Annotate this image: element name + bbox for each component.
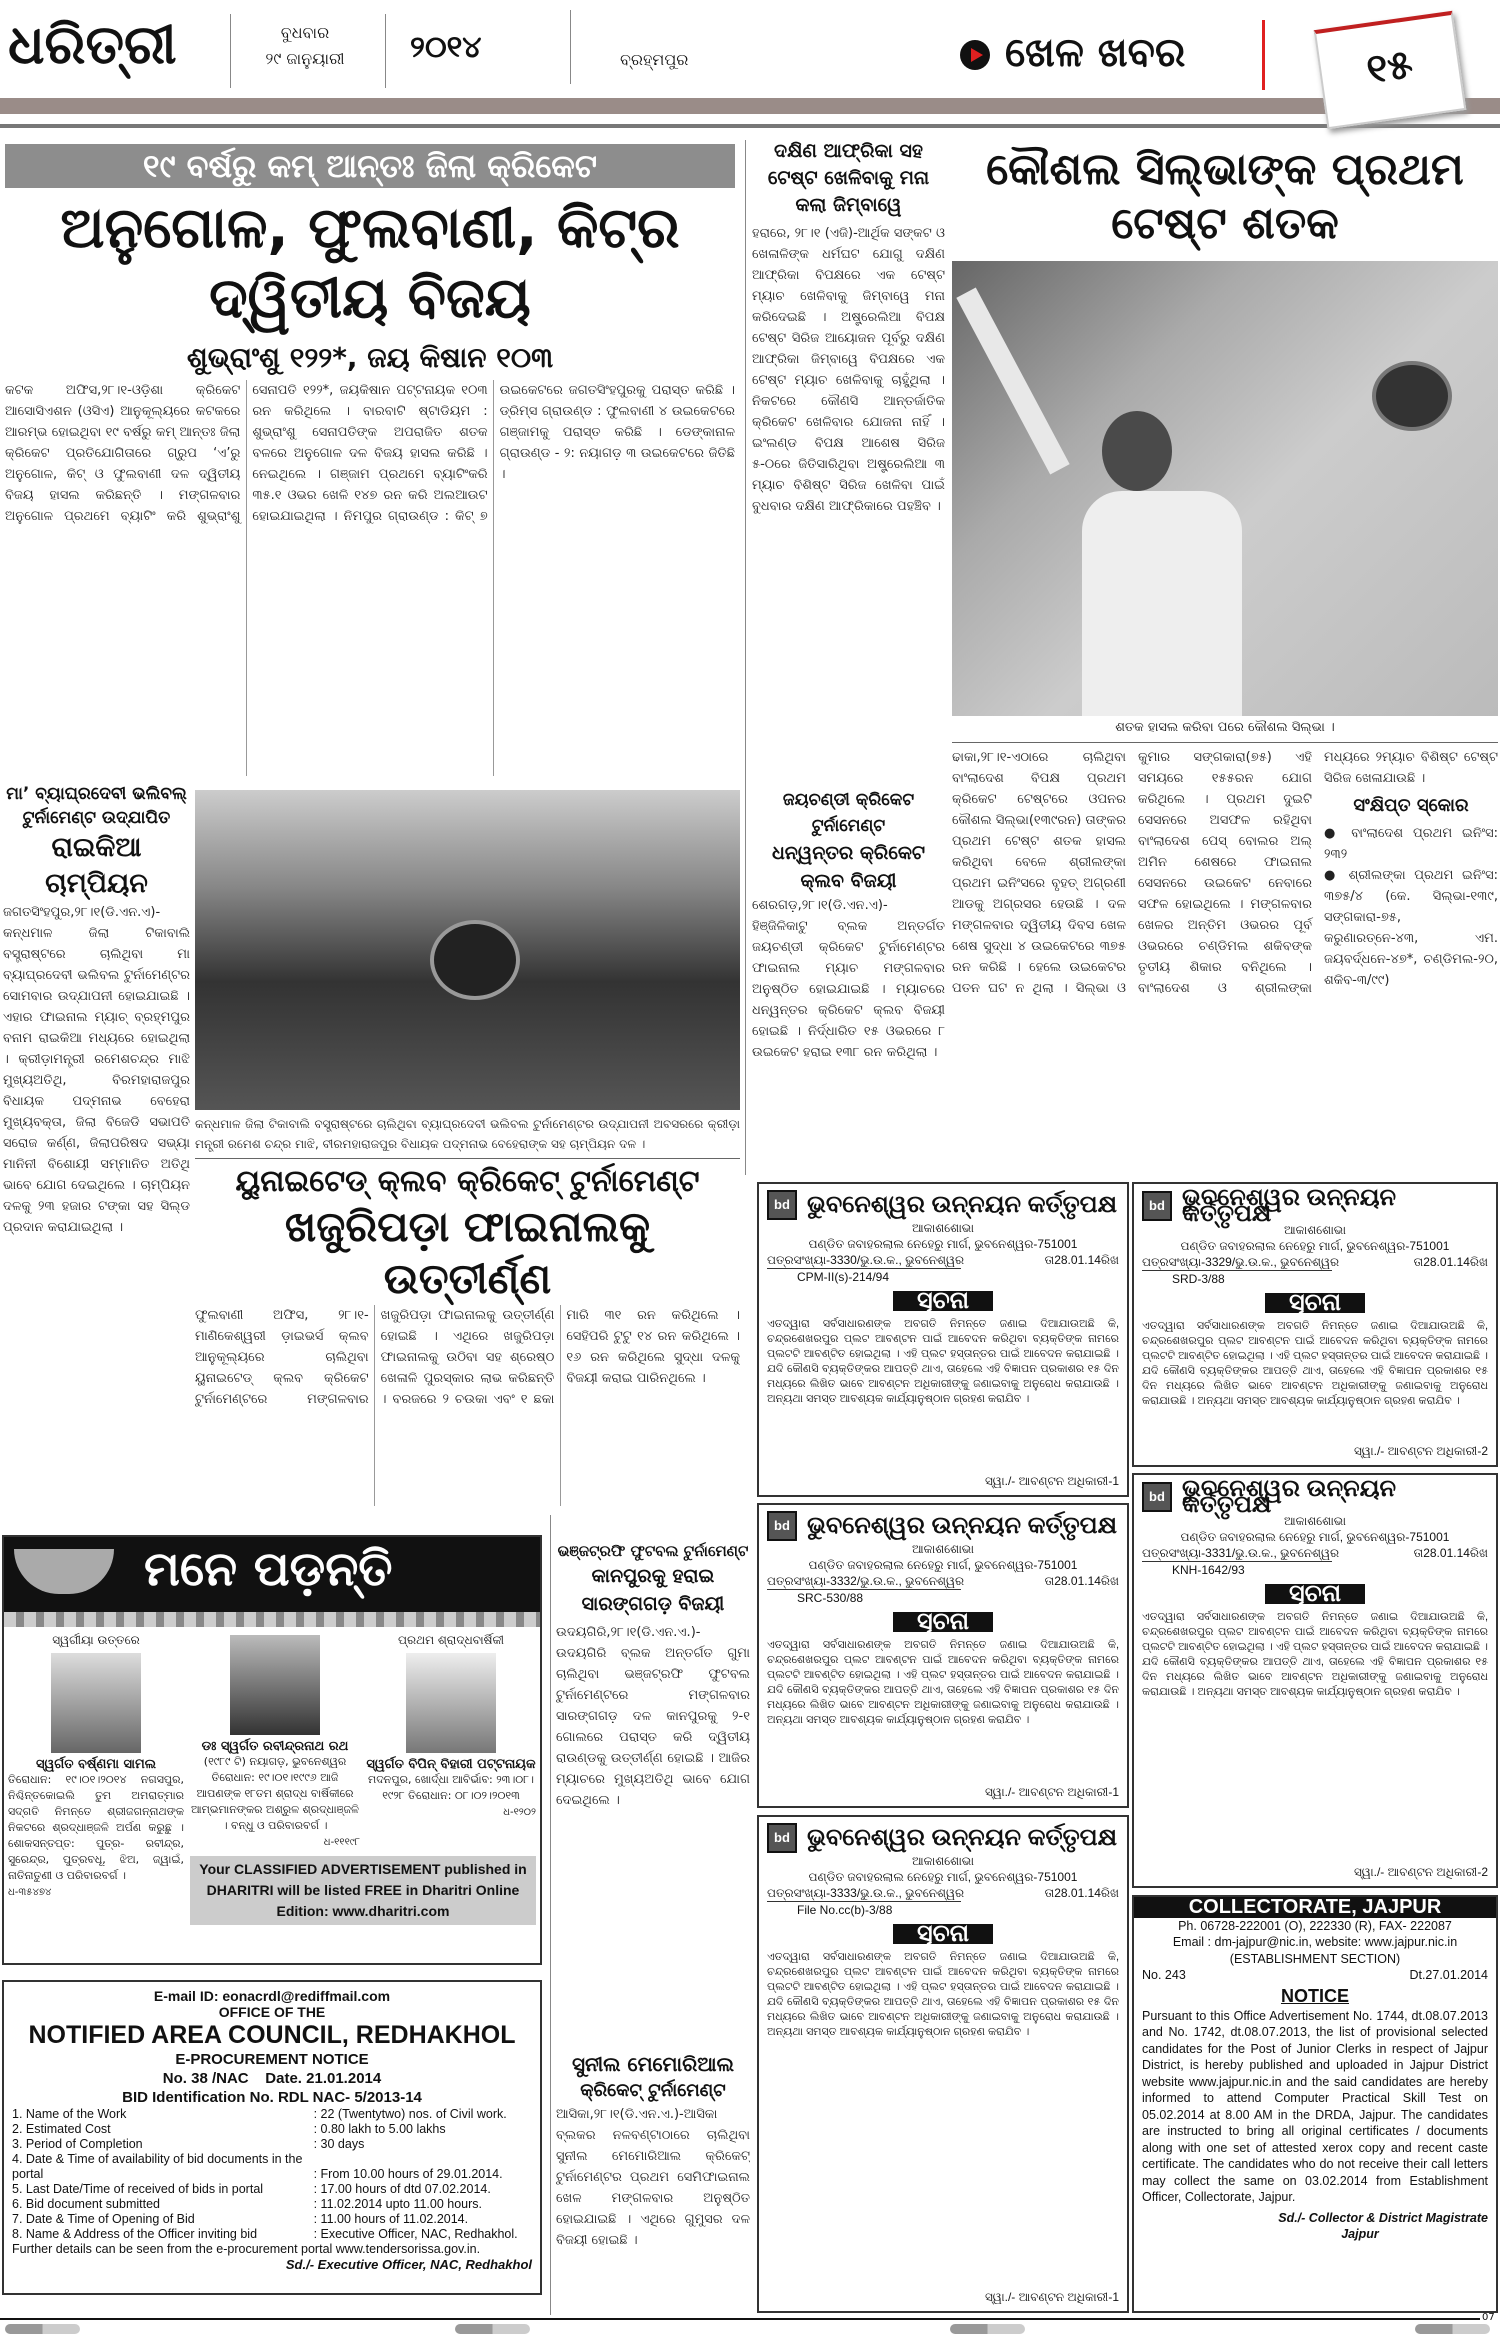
nac-row-label: 6. Bid document submitted: [12, 2197, 160, 2211]
nac-row: [12, 2107, 532, 2122]
helmet-icon: [1372, 361, 1452, 431]
bda-suchana: ସୂଚନା: [893, 1291, 993, 1311]
bda-title: ଭୁବନେଶ୍ୱର ଉନ୍ନୟନ କର୍ତ୍ତୃପକ୍ଷ: [1182, 1475, 1397, 1518]
bda-suchana: ସୂଚନା: [1265, 1584, 1365, 1604]
bda-date: ତା28.01.14ରିଖ: [1044, 1886, 1119, 1900]
person-label: ପ୍ରଥମ ଶ୍ରାଦ୍ଧବାର୍ଷିକୀ: [398, 1633, 504, 1647]
bda-notice: bd ଭୁବନେଶ୍ୱର ଉନ୍ନୟନ କର୍ତ୍ତୃପକ୍ଷ ଆକାଶଶୋଭା ପଣ୍ଡିତ ଜବାହରଲାଲ ନେହେରୁ ମାର୍ଗ, ଭୁବନେଶ୍ୱର-751001 ପତ୍ରସଂଖ୍ୟା-3331/ଭୁ.ଉ.କ., ଭୁବନେଶ୍ୱର ତା28.01.14ରିଖ KNH-1642/93 ସୂଚନା ଏତଦ୍ୱାରା ସର୍ବସାଧାରଣଙ୍କ ଅବଗତି ନିମନ୍ତେ ଜଣାଇ ଦିଆଯାଉଅଛି କି, ଚନ୍ଦ୍ରଶେଖରପୁର ପ୍ଲଟ ଆବଣ୍ଟନ ପାଇଁ ଆବେଦନ କରିଥିବା ବ୍ୟକ୍ତିଙ୍କ ନାମରେ ପ୍ଲଟଟି ଆବଣ୍ଟିତ ହୋଇଥିଲା । ଏହି ପ୍ଲଟ ହସ୍ତାନ୍ତର ପାଇଁ ଆବେଦନ କରାଯାଇଛି । ଯଦି କୌଣସି ବ୍ୟକ୍ତିଙ୍କର ଆପତ୍ତି ଥାଏ, ତାହେଲେ ଏହି ବିଜ୍ଞାପନ ପ୍ରକାଶର ୧୫ ଦିନ ମଧ୍ୟରେ ଲିଖିତ ଭାବେ ଆବଣ୍ଟନ ଅଧିକାରୀଙ୍କୁ ଜଣାଇବାକୁ ଅନୁରୋଧ କରାଯାଉଛି । ଅନ୍ୟଥା ସମସ୍ତ ଆବଶ୍ୟକ କାର୍ଯ୍ୟାନୁଷ୍ଠାନ ଗ୍ରହଣ କରାଯିବ । ସ୍ୱା./- ଆବଣ୍ଟନ ଅଧିକାରୀ-2: [1132, 1473, 1498, 1888]
bda-ref: ପତ୍ରସଂଖ୍ୟା-3331/ଭୁ.ଉ.କ., ଭୁବନେଶ୍ୱର: [1142, 1546, 1340, 1560]
nac-row-label: 4. Date & Time of availability of bid documents in the portal: [12, 2152, 303, 2181]
flower-border: [4, 1612, 540, 1627]
story3-kicker: ୟୁନାଇଟେଡ୍ କ୍ଲବ କ୍ରିକେଟ୍ ଟୁର୍ନାମେଣ୍ଟ: [235, 1164, 700, 1199]
bda-sub: ଆକାଶଶୋଭା: [1283, 1223, 1346, 1237]
story2-headline: ରାଇକିଆ ଚାମ୍ପିୟନ: [45, 832, 148, 899]
bda-address: ପଣ୍ଡିତ ଜବାହରଲାଲ ନେହେରୁ ମାର୍ଗ, ଭୁବନେଶ୍ୱର-751001: [808, 1870, 1078, 1884]
nac-email: E-mail ID: eonacrdl@rediffmail.com: [153, 1988, 391, 2004]
memorial-person: [8, 1631, 184, 1925]
sunil-kicker: ସୁନୀଲ ମେମୋରିଆଲ: [572, 2052, 734, 2076]
registration-mark: [1415, 2324, 1490, 2334]
bda-signature: ସ୍ୱା./- ଆବଣ୍ଟନ ଅଧିକାରୀ: [1353, 1865, 1478, 1879]
nac-title: NOTIFIED AREA COUNCIL, REDHAKHOL: [28, 2021, 516, 2049]
nac-details-table: [12, 2107, 532, 2242]
portrait: [406, 1653, 496, 1753]
divider: [952, 742, 1498, 743]
sarangada-body: ଉଦୟଗିରି,୨୮।୧(ଡି.ଏନ.ଏ.)- ଉଦୟଗିରି ବ୍ଲକ ଅନ୍ତର୍ଗତ ଗୁମା ଚାଲିଥିବା ଭଞ୍ଜଟ୍ରଫି ଫୁଟବଲ ଟୁର୍ନାମେଣ୍ଟରେ ମଙ୍ଗଳବାର ସାରଙ୍ଗଗଡ଼ ଦଳ କାନପୁରକୁ ୨-୧ ଗୋଲରେ ପରାସ୍ତ କରି ଦ୍ୱିତୀୟ ରାଉଣ୍ଡକୁ ଉତ୍ତୀର୍ଣ୍ଣ ହୋଇଛି । ଆଜିର ମ୍ୟାଚରେ ମୁଖ୍ୟଅତିଥି ଭାବେ ଯୋଗ ଦେଇଥିଲେ ।: [556, 1625, 750, 1808]
collectorate-notice: [1132, 1895, 1498, 2313]
classified-promo: Your CLASSIFIED ADVERTISEMENT published in DHARITRI will be listed FREE in Dharitri Online Edition: www.dharitri.com: [190, 1856, 536, 1925]
bda-signature: ସ୍ୱା./- ଆବଣ୍ଟନ ଅଧିକାରୀ: [1353, 1444, 1478, 1458]
bda-sub: ଆକାଶଶୋଭା: [911, 1221, 974, 1235]
sa-headline: ଦକ୍ଷିଣ ଆଫ୍ରିକା ସହ ଟେଷ୍ଟ ଖେଳିବାକୁ ମନା କଲା ଜିମ୍ବାୱେ: [767, 140, 930, 216]
bda-address: ପଣ୍ଡିତ ଜବାହରଲାଲ ନେହେରୁ ମାର୍ଗ, ଭୁବନେଶ୍ୱର-751001: [808, 1237, 1078, 1251]
section-title: ଖେଳ ଖବର: [1005, 30, 1186, 76]
nac-footer: Further details can be seen from the e-procurement portal www.tendersorissa.gov.in.: [12, 2242, 481, 2256]
bda-address: ପଣ୍ଡିତ ଜବାହରଲାଲ ନେହେରୁ ମାର୍ଗ, ଭୁବନେଶ୍ୱର-751001: [1180, 1530, 1450, 1544]
bda-suchana: ସୂଚନା: [1265, 1293, 1365, 1313]
story2-caption: କନ୍ଧମାଳ ଜିଲା ଟିକାବାଲି ବସ୍ତ୍ରାଷ୍ଟରେ ଚାଲିଥିବା ବ୍ୟାଘ୍ରଦେବୀ ଭଲିବଲ ଟୁର୍ନାମେଣ୍ଟର ଉଦ୍‌ଯାପନୀ ଅବସରରେ କ୍ରୀଡ଼ା ମନ୍ତ୍ରୀ ରମେଶ ଚନ୍ଦ୍ର ମାଝି, ବୀରମହାରାଜପୁର ବିଧାୟକ ପଦ୍ମନାଭ ବେହେରାଙ୍କ ସହ ଚାମ୍ପିୟନ ଦଳ ।: [195, 1117, 740, 1151]
bda-logo-icon: bd: [767, 1511, 797, 1541]
page-number: ୧୫: [1363, 41, 1416, 93]
story2-kicker: ମା’ ବ୍ୟାଘ୍ରଦେବୀ ଭଲିବଲ୍ ଟୁର୍ନାମେଣ୍ଟ ଉଦ୍‌ଯାପିତ: [6, 784, 187, 828]
nac-row: [12, 2212, 532, 2227]
person-name: ସ୍ୱର୍ଗତ ବିପିନ୍ ବିହାରୀ ପଟ୍ଟନାୟକ: [366, 1757, 536, 1772]
nac-row: [12, 2197, 532, 2212]
nac-row-value: : 30 days: [313, 2137, 365, 2151]
jayachandi-headline: ଧନ୍ୱନ୍ତର କ୍ରିକେଟ କ୍ଲବ ବିଜୟୀ: [771, 842, 926, 892]
silva-photo: [952, 261, 1498, 716]
divider: [195, 1158, 740, 1159]
nac-row-value: : 22 (Twentytwo) nos. of Civil work.: [313, 2107, 507, 2121]
nac-row-label: 2. Estimated Cost: [12, 2122, 111, 2136]
edition-city: ବ୍ରହ୍ମପୁର: [620, 50, 689, 69]
bda-body: ଏତଦ୍ୱାରା ସର୍ବସାଧାରଣଙ୍କ ଅବଗତି ନିମନ୍ତେ ଜଣାଇ ଦିଆଯାଉଅଛି କି, ଚନ୍ଦ୍ରଶେଖରପୁର ପ୍ଲଟ ଆବଣ୍ଟନ ପାଇଁ ଆବେଦନ କରିଥିବା ବ୍ୟକ୍ତିଙ୍କ ନାମରେ ପ୍ଲଟଟି ଆବଣ୍ଟିତ ହୋଇଥିଲା । ଏହି ପ୍ଲଟ ହସ୍ତାନ୍ତର ପାଇଁ ଆବେଦନ କରାଯାଇଛି । ଯଦି କୌଣସି ବ୍ୟକ୍ତିଙ୍କର ଆପତ୍ତି ଥାଏ, ତାହେଲେ ଏହି ବିଜ୍ଞାପନ ପ୍ରକାଶର ୧୫ ଦିନ ମଧ୍ୟରେ ଲିଖିତ ଭାବେ ଆବଣ୍ଟନ ଅଧିକାରୀଙ୍କୁ ଜଣାଇବାକୁ ଅନୁରୋଧ କରାଯାଉଛି । ଅନ୍ୟଥା ସମସ୍ତ ଆବଶ୍ୟକ କାର୍ଯ୍ୟାନୁଷ୍ଠାନ ଗ୍ରହଣ କରାଯିବ ।: [1142, 1320, 1488, 1407]
bda-suchana: ସୂଚନା: [893, 1924, 993, 1944]
bda-sign-no: 2: [1481, 1444, 1488, 1458]
score-text: ଶ୍ରୀଲଙ୍କା ପ୍ରଥମ ଇନିଂସ: ୩୭୫/୪ (କେ. ସିଲ୍‌ଭା-୧୩୯, ସଙ୍ଗକାରା-୭୫, କରୁଣାରତ୍ନେ-୪୩, ଏମ. ଜୟବର୍ଦ୍ଧନେ-୪୭*, ଚଣ୍ଡିମଲ-୨୦, ଶକିବ-୩/୯୯): [1324, 868, 1498, 988]
portrait: [51, 1653, 141, 1753]
header-rule: [0, 124, 1500, 128]
player-head: [1102, 411, 1172, 491]
collectorate-email: Email : dm-jajpur@nic.in, website: www.jajpur.nic.in: [1172, 1935, 1458, 1949]
bda-notice: bd ଭୁବନେଶ୍ୱର ଉନ୍ନୟନ କର୍ତ୍ତୃପକ୍ଷ ଆକାଶଶୋଭା ପଣ୍ଡିତ ଜବାହରଲାଲ ନେହେରୁ ମାର୍ଗ, ଭୁବନେଶ୍ୱର-751001 ପତ୍ରସଂଖ୍ୟା-3333/ଭୁ.ଉ.କ., ଭୁବନେଶ୍ୱର ତା28.01.14ରିଖ File No.cc(b)-3/88 ସୂଚନା ଏତଦ୍ୱାରା ସର୍ବସାଧାରଣଙ୍କ ଅବଗତି ନିମନ୍ତେ ଜଣାଇ ଦିଆଯାଉଅଛି କି, ଚନ୍ଦ୍ରଶେଖରପୁର ପ୍ଲଟ ଆବଣ୍ଟନ ପାଇଁ ଆବେଦନ କରିଥିବା ବ୍ୟକ୍ତିଙ୍କ ନାମରେ ପ୍ଲଟଟି ଆବଣ୍ଟିତ ହୋଇଥିଲା । ଏହି ପ୍ଲଟ ହସ୍ତାନ୍ତର ପାଇଁ ଆବେଦନ କରାଯାଇଛି । ଯଦି କୌଣସି ବ୍ୟକ୍ତିଙ୍କର ଆପତ୍ତି ଥାଏ, ତାହେଲେ ଏହି ବିଜ୍ଞାପନ ପ୍ରକାଶର ୧୫ ଦିନ ମଧ୍ୟରେ ଲିଖିତ ଭାବେ ଆବଣ୍ଟନ ଅଧିକାରୀଙ୍କୁ ଜଣାଇବାକୁ ଅନୁରୋଧ କରାଯାଉଛି । ଅନ୍ୟଥା ସମସ୍ତ ଆବଶ୍ୟକ କାର୍ଯ୍ୟାନୁଷ୍ଠାନ ଗ୍ରହଣ କରାଯିବ । ସ୍ୱା./- ଆବଣ୍ଟନ ଅଧିକାରୀ-1: [757, 1815, 1129, 2313]
bda-logo-icon: bd: [1142, 1191, 1172, 1221]
sarangada-headline: କାନପୁରକୁ ହରାଇ ସାରଙ୍ଗଗଡ଼ ବିଜୟୀ: [581, 1565, 725, 1615]
bda-date: ତା28.01.14ରିଖ: [1413, 1546, 1488, 1560]
trophy-shield: [430, 920, 520, 1000]
ad-code: ଧ-୧୨୦୨: [503, 1807, 536, 1818]
bda-sub: ଆକାଶଶୋଭା: [911, 1854, 974, 1868]
memorial-persons: [4, 1627, 540, 1929]
story1: [5, 144, 735, 776]
footer-code: 07: [1482, 2312, 1495, 2323]
portrait: [230, 1635, 320, 1735]
notice-body: Pursuant to this Office Advertisement No. 1744, dt.08.07.2013 and No. 1742, dt.08.07.2013, the list of provisional selected candidates for the Post of Junior Clerks in respect of Jajpur District, is hereby published and uploaded in Jajpur District website www.jajpur.nic.in and the said candidates are hereby informed to attend Computer Practical Skill Test on 05.02.2014 at 8.00 AM in the DRDA, Jajpur. The candidates are instructed to bring all original certificates / documents along with one set of attested xerox copy and recent caste certificate. The candidates who do not receive their call letters may collect the same on 03.02.2014 from Establishment Officer, Collectorate, Jajpur.: [1142, 2008, 1488, 2204]
collectorate-title: COLLECTORATE, JAJPUR: [1134, 1897, 1496, 1918]
bda-notice: bd ଭୁବନେଶ୍ୱର ଉନ୍ନୟନ କର୍ତ୍ତୃପକ୍ଷ ଆକାଶଶୋଭା ପଣ୍ଡିତ ଜବାହରଲାଲ ନେହେରୁ ମାର୍ଗ, ଭୁବନେଶ୍ୱର-751001 ପତ୍ରସଂଖ୍ୟା-3330/ଭୁ.ଉ.କ., ଭୁବନେଶ୍ୱର ତା28.01.14ରିଖ CPM-II(s)-214/94 ସୂଚନା ଏତଦ୍ୱାରା ସର୍ବସାଧାରଣଙ୍କ ଅବଗତି ନିମନ୍ତେ ଜଣାଇ ଦିଆଯାଉଅଛି କି, ଚନ୍ଦ୍ରଶେଖରପୁର ପ୍ଲଟ ଆବଣ୍ଟନ ପାଇଁ ଆବେଦନ କରିଥିବା ବ୍ୟକ୍ତିଙ୍କ ନାମରେ ପ୍ଲଟଟି ଆବଣ୍ଟିତ ହୋଇଥିଲା । ଏହି ପ୍ଲଟ ହସ୍ତାନ୍ତର ପାଇଁ ଆବେଦନ କରାଯାଇଛି । ଯଦି କୌଣସି ବ୍ୟକ୍ତିଙ୍କର ଆପତ୍ତି ଥାଏ, ତାହେଲେ ଏହି ବିଜ୍ଞାପନ ପ୍ରକାଶର ୧୫ ଦିନ ମଧ୍ୟରେ ଲିଖିତ ଭାବେ ଆବଣ୍ଟନ ଅଧିକାରୀଙ୍କୁ ଜଣାଇବାକୁ ଅନୁରୋଧ କରାଯାଉଛି । ଅନ୍ୟଥା ସମସ୍ତ ଆବଶ୍ୟକ କାର୍ଯ୍ୟାନୁଷ୍ଠାନ ଗ୍ରହଣ କରାଯିବ । ସ୍ୱା./- ଆବଣ୍ଟନ ଅଧିକାରୀ-1: [757, 1182, 1129, 1497]
person-label: ସ୍ୱର୍ଗୀୟା ଉତ୍ତରେ: [52, 1633, 140, 1647]
memorial-banner: [4, 1537, 540, 1612]
story1-headline: ଅନୁଗୋଳ, ଫୁଲବାଣୀ, କିଟ୍‌ର ଦ୍ୱିତୀୟ ବିଜୟ: [60, 196, 680, 331]
notice-heading: NOTICE: [1280, 1985, 1349, 2006]
footer-rule: [0, 2318, 1480, 2320]
nac-row-label: 1. Name of the Work: [12, 2107, 127, 2121]
bda-title: ଭୁବନେଶ୍ୱର ଉନ୍ନୟନ କର୍ତ୍ତୃପକ୍ଷ: [807, 1824, 1118, 1851]
sunil-headline: କ୍ରିକେଟ୍ ଟୁର୍ନାମେଣ୍ଟ: [580, 2080, 726, 2101]
bda-address: ପଣ୍ଡିତ ଜବାହରଲାଲ ନେହେରୁ ମାର୍ଗ, ଭୁବନେଶ୍ୱର-751001: [808, 1558, 1078, 1572]
bda-ref: ପତ୍ରସଂଖ୍ୟା-3330/ଭୁ.ଉ.କ., ଭୁବନେଶ୍ୱର: [767, 1253, 965, 1267]
nac-notice-title: E-PROCUREMENT NOTICE: [175, 2051, 369, 2068]
person-name: ଡଃ ସ୍ୱର୍ଗତ ରବୀନ୍ଦ୍ରନାଥ ରଥ: [201, 1739, 349, 1754]
sa-body: ହରାରେ, ୨୮।୧ (ଏଜି)-ଆର୍ଥିକ ସଙ୍କଟ ଓ ଖେଳାଳିଙ୍କ ଧର୍ମଘଟ ଯୋଗୁ ଦକ୍ଷିଣ ଆଫ୍ରିକା ବିପକ୍ଷରେ ଏକ ଟେଷ୍ଟ ମ୍ୟାଚ ଖେଳିବାକୁ ଜିମ୍ବାୱେ ମନା କରିଦେଇଛି । ଅଷ୍ଟ୍ରେଲିଆ ବିପକ୍ଷ ଟେଷ୍ଟ ସିରିଜ ଆୟୋଜନ ପୂର୍ବରୁ ଦକ୍ଷିଣ ଆଫ୍ରିକା ଜିମ୍ବାୱେ ବିପକ୍ଷରେ ଏକ ଟେଷ୍ଟ ମ୍ୟାଚ ଖେଳିବାକୁ ଚାହୁଁଥିଲା । ନିକଟରେ କୌଣସି ଆନ୍ତର୍ଜାତିକ କ୍ରିକେଟ ଖେଳିବାର ଯୋଜନା ନାହିଁ । ଇଂଲଣ୍ଡ ବିପକ୍ଷ ଆଶେଷ ସିରିଜ ୫-୦ରେ ଜିତିସାରିଥିବା ଅଷ୍ଟ୍ରେଲିଆ ୩ ମ୍ୟାଚ ବିଶିଷ୍ଟ ସିରିଜ ଖେଳିବା ପାଇଁ ବୁଧବାର ଦକ୍ଷିଣ ଆଫ୍ରିକାରେ ପହଞ୍ଚିବ ।: [752, 226, 945, 514]
masthead: ଧରିତ୍ରୀ: [8, 12, 177, 76]
notice-date: Dt.27.01.2014: [1409, 1968, 1488, 1982]
bda-date: ତା28.01.14ରିଖ: [1044, 1253, 1119, 1267]
story3: [195, 1114, 740, 1506]
story1-subhead: ଶୁଭ୍ରାଂଶୁ ୧୨୨*, ଜୟ କିଷାନ ୧୦୩: [186, 341, 554, 374]
nac-row-value: : From 10.00 hours of 29.01.2014.: [313, 2167, 503, 2181]
bda-logo-icon: bd: [767, 1823, 797, 1853]
person-text: ମଦନପୁର, ଖୋର୍ଦ୍ଧା ଆବିର୍ଭାବ: ୨୩।୦୮।୧୯୨୮ ତିରୋଧାନ: ୦୮।୦୨।୨୦୧୩: [368, 1773, 534, 1802]
header-band: [0, 98, 1500, 114]
issue-date: [240, 20, 370, 72]
story1-kicker: ୧୯ ବର୍ଷରୁ କମ୍ ଆନ୍ତଃ ଜିଲା କ୍ରିକେଟ: [5, 144, 735, 188]
bda-sub: ଆକାଶଶୋଭା: [911, 1542, 974, 1556]
oil-lamp-icon: [14, 1549, 114, 1594]
bda-ref: ପତ୍ରସଂଖ୍ୟା-3329/ଭୁ.ଉ.କ., ଭୁବନେଶ୍ୱର: [1142, 1255, 1340, 1269]
bda-file-no: File No.cc(b)-3/88: [767, 1901, 961, 1918]
story3-headline: ଖଜୁରିପଡ଼ା ଫାଇନାଲକୁ ଉତ୍ତୀର୍ଣ୍ଣ: [284, 1202, 651, 1303]
memorial-box: [2, 1535, 542, 1965]
sarangada-kicker: ଭଞ୍ଜଟ୍ରଫି ଫୁଟବଲ ଟୁର୍ନାମେଣ୍ଟ: [557, 1542, 749, 1560]
sarangada-column: [556, 1540, 750, 2315]
score-item: ● ଶ୍ରୀଲଙ୍କା ପ୍ରଥମ ଇନିଂସ: ୩୭୫/୪ (କେ. ସିଲ୍‌ଭା-୧୩୯, ସଙ୍ଗକାରା-୭୫, କରୁଣାରତ୍ନେ-୪୩, ଏମ. ଜୟବର୍ଦ୍ଧନେ-୪୭*, ଚଣ୍ଡିମଲ-୨୦, ଶକିବ-୩/୯୯): [1324, 868, 1498, 988]
score-item: ● ବାଂଲାଦେଶ ପ୍ରଥମ ଇନିଂସ: ୨୩୨: [1324, 826, 1498, 862]
bda-body: ଏତଦ୍ୱାରା ସର୍ବସାଧାରଣଙ୍କ ଅବଗତି ନିମନ୍ତେ ଜଣାଇ ଦିଆଯାଉଅଛି କି, ଚନ୍ଦ୍ରଶେଖରପୁର ପ୍ଲଟ ଆବଣ୍ଟନ ପାଇଁ ଆବେଦନ କରିଥିବା ବ୍ୟକ୍ତିଙ୍କ ନାମରେ ପ୍ଲଟଟି ଆବଣ୍ଟିତ ହୋଇଥିଲା । ଏହି ପ୍ଲଟ ହସ୍ତାନ୍ତର ପାଇଁ ଆବେଦନ କରାଯାଇଛି । ଯଦି କୌଣସି ବ୍ୟକ୍ତିଙ୍କର ଆପତ୍ତି ଥାଏ, ତାହେଲେ ଏହି ବିଜ୍ଞାପନ ପ୍ରକାଶର ୧୫ ଦିନ ମଧ୍ୟରେ ଲିଖିତ ଭାବେ ଆବଣ୍ଟନ ଅଧିକାରୀଙ୍କୁ ଜଣାଇବାକୁ ଅନୁରୋଧ କରାଯାଉଛି । ଅନ୍ୟଥା ସମସ୍ତ ଆବଶ୍ୟକ କାର୍ଯ୍ୟାନୁଷ୍ଠାନ ଗ୍ରହଣ କରାଯିବ ।: [767, 1951, 1119, 2038]
person-name: ସ୍ୱର୍ଗତ ବର୍ଷ୍ଣମା ସାମଲ: [35, 1757, 157, 1772]
ad-code: ଧ-୩୫୪୭୪: [8, 1887, 52, 1898]
page-number-tab: [1314, 11, 1467, 130]
weekday: ବୁଧବାର: [280, 23, 330, 42]
section-divider: [1262, 20, 1265, 90]
nac-office: OFFICE OF THE: [218, 2004, 326, 2020]
memorial-right: [190, 1631, 536, 1925]
sa-column: [752, 138, 945, 1173]
bda-sub: ଆକାଶଶୋଭା: [1283, 1514, 1346, 1528]
bat-icon: [956, 288, 1069, 475]
bda-file-no: SRC-530/88: [767, 1589, 961, 1606]
score-text: ବାଂଲାଦେଶ ପ୍ରଥମ ଇନିଂସ: ୨୩୨: [1324, 826, 1498, 862]
nac-row: [12, 2137, 532, 2152]
bda-file-no: SRD-3/88: [1142, 1270, 1332, 1287]
nac-row-value: : 11.02.2014 upto 11.00 hours.: [313, 2197, 483, 2211]
nac-row: [12, 2182, 532, 2197]
bda-title: ଭୁବନେଶ୍ୱର ଉନ୍ନୟନ କର୍ତ୍ତୃପକ୍ଷ: [807, 1191, 1118, 1218]
volleyball-team-photo: [195, 790, 740, 1110]
bda-file-no: CPM-II(s)-214/94: [767, 1268, 961, 1285]
bda-sign-no: 1: [1112, 1474, 1119, 1488]
bda-suchana: ସୂଚନା: [893, 1612, 993, 1632]
jayachandi-body: ଶେରଗଡ଼,୨୮।୧(ଡି.ଏନ.ଏ)- ହିଞ୍ଜିଳିକାଟୁ ବ୍ଲକ ଅନ୍ତର୍ଗତ ଜୟଚଣ୍ଡୀ କ୍ରିକେଟ ଟୁର୍ନାମେଣ୍ଟର ଫାଇନାଲ ମ୍ୟାଚ ମଙ୍ଗଳବାର ଅନୁଷ୍ଠିତ ହୋଇଯାଇଛି । ମ୍ୟାଚରେ ଧନ୍ୱନ୍ତର କ୍ରିକେଟ କ୍ଲବ ବିଜୟୀ ହୋଇଛି । ନିର୍ଦ୍ଧାରିତ ୧୫ ଓଭରରେ ୮ ଉଇକେଟ ହରାଇ ୧୩୮ ରନ କରିଥିଲା ।: [752, 898, 945, 1060]
story2: [3, 782, 190, 1502]
score-title: ସଂକ୍ଷିପ୍ତ ସ୍କୋର: [1353, 795, 1469, 816]
nac-row: [12, 2152, 532, 2182]
notice-signature: Sd./- Collector & District Magistrate: [1278, 2210, 1488, 2225]
year: ୨୦୧୪: [410, 30, 482, 65]
sunil-body: ଆସିକା,୨୮।୧(ଡି.ଏନ.ଏ.)-ଆସିକା ବ୍ଲକର ନଳବଣ୍ଟାଠାରେ ଚାଲିଥିବା ସୁନୀଲ ମେମୋରିଆଲ କ୍ରିକେଟ୍ ଟୁର୍ନାମେଣ୍ଟର ପ୍ରଥମ ସେମିଫାଇନାଲ ଖେଳ ମଙ୍ଗଳବାର ଅନୁଷ୍ଠିତ ହୋଇଯାଇଛି । ଏଥିରେ ଗୁମୁସର ଦଳ ବିଜୟୀ ହୋଇଛି ।: [556, 2107, 750, 2248]
story3-body: ଫୁଲବାଣୀ ଅଫିସ, ୨୮।୧- ମାଣିକେଶ୍ୱରୀ ଡ଼ାଇଭର୍ସ କ୍ଲବ ଆନୁକୂଲ୍ୟରେ ଚାଲିଥିବା ୟୁନାଇଟେଡ୍ କ୍ଲବ କ୍ରିକେଟ ଟୁର୍ନାମେଣ୍ଟରେ ମଙ୍ଗଳବାର ଖଜୁରିପଡ଼ା ଫାଇନାଲକୁ ଉତ୍ତୀର୍ଣ୍ଣ ହୋଇଛି । ଏଥିରେ ଖଜୁରିପଡ଼ା ଫାଇନାଲକୁ ଉଠିବା ସହ ଶ୍ରେଷ୍ଠ ଖେଳାଳି ପୁରସ୍କାର ଲାଭ କରିଛନ୍ତି । ବରଜରେ ୨ ଚଉକା ଏବଂ ୧ ଛକା ମାରି ୩୧ ରନ କରିଥିଲେ । ସେହିପରି ଟୁଟୁ ୧୪ ରନ କରିଥିଲେ । ୧୬ ରନ କରିଥିଲେ ସୁଦ୍ଧା ଦଳକୁ ବିଜୟୀ କରାଇ ପାରିନଥିଲେ ।: [195, 1308, 740, 1407]
collectorate-section: (ESTABLISHMENT SECTION): [1229, 1951, 1401, 1966]
memorial-title: ମନେ ପଡ଼ନ୍ତି: [144, 1541, 393, 1597]
bda-ref: ପତ୍ରସଂଖ୍ୟା-3333/ଭୁ.ଉ.କ., ଭୁବନେଶ୍ୱର: [767, 1886, 965, 1900]
bda-sign-no: 2: [1481, 1865, 1488, 1879]
nac-row-value: : Executive Officer, NAC, Redhakhol.: [313, 2227, 518, 2241]
nac-row-label: 7. Date & Time of Opening of Bid: [12, 2212, 195, 2226]
story1-body: କଟକ ଅଫିସ,୨୮।୧-ଓଡ଼ିଶା କ୍ରିକେଟ ଆସୋସିଏଶନ (ଓସିଏ) ଆନୁକୂଲ୍ୟରେ କଟକରେ ଆରମ୍ଭ ହୋଇଥିବା ୧୯ ବର୍ଷରୁ କମ୍ ଆନ୍ତଃ ଜିଲା କ୍ରିକେଟ ପ୍ରତିଯୋଗିତାରେ ଗ୍ରୁପ ‘ଏ’ରୁ ଅନୁଗୋଳ, କିଟ୍ ଓ ଫୁଲବାଣୀ ଦଳ ଦ୍ୱିତୀୟ ବିଜୟ ହାସଲ କରିଛନ୍ତି । ମଙ୍ଗଳବାର ଅନୁଗୋଳ ପ୍ରଥମେ ବ୍ୟାଟିଂ କରି ଶୁଭ୍ରାଂଶୁ ସେନାପତି ୧୨୨*, ଜୟକିଷାନ ପଟ୍ଟନାୟକ ୧୦୩ ରନ କରିଥିଲେ । ବାରବାଟି ଷ୍ଟାଡିୟମ : ଶୁଭ୍ରାଂଶୁ ସେନାପତିଙ୍କ ଅପରାଜିତ ଶତକ ବଳରେ ଅନୁଗୋଳ ଦଳ ବିଜୟ ହାସଲ କରିଛି । ନେଇଥିଲେ । ଗଞ୍ଜାମ ପ୍ରଥମେ ବ୍ୟାଟିଂକରି ୩୫.୧ ଓଭର ଖେଳି ୧୪୭ ରନ କରି ଅଲଆଉଟ ହୋଇଯାଇଥିଲା । ନିମପୁର ଗ୍ରାଉଣ୍ଡ : କିଟ୍ ୭ ଉଇକେଟରେ ଜଗତସିଂହପୁରକୁ ପରାସ୍ତ କରିଛି । ଡ୍ରିମ୍ସ ଗ୍ରାଉଣ୍ଡ : ଫୁଲବାଣୀ ୪ ଉଇକେଟରେ ଗଞ୍ଜାମକୁ ପରାସ୍ତ କରିଛି । ଡେଙ୍କାନାଳ ଗ୍ରାଉଣ୍ଡ - ୨: ନୟାଗଡ଼ ୩ ଉଇକେଟରେ ଜିତିଛି ।: [5, 383, 735, 524]
bda-body: ଏତଦ୍ୱାରା ସର୍ବସାଧାରଣଙ୍କ ଅବଗତି ନିମନ୍ତେ ଜଣାଇ ଦିଆଯାଉଅଛି କି, ଚନ୍ଦ୍ରଶେଖରପୁର ପ୍ଲଟ ଆବଣ୍ଟନ ପାଇଁ ଆବେଦନ କରିଥିବା ବ୍ୟକ୍ତିଙ୍କ ନାମରେ ପ୍ଲଟଟି ଆବଣ୍ଟିତ ହୋଇଥିଲା । ଏହି ପ୍ଲଟ ହସ୍ତାନ୍ତର ପାଇଁ ଆବେଦନ କରାଯାଇଛି । ଯଦି କୌଣସି ବ୍ୟକ୍ତିଙ୍କର ଆପତ୍ତି ଥାଏ, ତାହେଲେ ଏହି ବିଜ୍ଞାପନ ପ୍ରକାଶର ୧୫ ଦିନ ମଧ୍ୟରେ ଲିଖିତ ଭାବେ ଆବଣ୍ଟନ ଅଧିକାରୀଙ୍କୁ ଜଣାଇବାକୁ ଅନୁରୋଧ କରାଯାଉଛି । ଅନ୍ୟଥା ସମସ୍ତ ଆବଶ୍ୟକ କାର୍ଯ୍ୟାନୁଷ୍ଠାନ ଗ୍ରହଣ କରାଯିବ ।: [767, 1318, 1119, 1405]
nac-row-label: 8. Name & Address of the Officer inviting bid: [12, 2227, 258, 2241]
ad-code: ଧ-୧୧୧୯୮: [323, 1837, 360, 1848]
nac-row-value: : 11.00 hours of 11.02.2014.: [313, 2212, 469, 2226]
notice-signature-place: Jajpur: [1341, 2227, 1379, 2241]
date: ୨୯ ଜାନୁୟାରୀ: [265, 49, 345, 68]
collectorate-phone: Ph. 06728-222001 (O), 222330 (R), FAX- 222087: [1178, 1918, 1452, 1933]
nac-row-value: : 0.80 lakh to 5.00 lakhs: [313, 2122, 446, 2136]
player-figure: [1082, 491, 1242, 716]
bda-signature: ସ୍ୱା./- ଆବଣ୍ଟନ ଅଧିକାରୀ: [984, 2290, 1109, 2304]
bda-ref: ପତ୍ରସଂଖ୍ୟା-3332/ଭୁ.ଉ.କ., ଭୁବନେଶ୍ୱର: [767, 1574, 965, 1588]
bda-signature: ସ୍ୱା./- ଆବଣ୍ଟନ ଅଧିକାରୀ: [984, 1785, 1109, 1799]
bda-file-no: KNH-1642/93: [1142, 1561, 1332, 1578]
bda-logo-icon: bd: [1142, 1482, 1172, 1512]
bda-title: ଭୁବନେଶ୍ୱର ଉନ୍ନୟନ କର୍ତ୍ତୃପକ୍ଷ: [1182, 1184, 1397, 1227]
bda-title: ଭୁବନେଶ୍ୱର ଉନ୍ନୟନ କର୍ତ୍ତୃପକ୍ଷ: [807, 1512, 1118, 1539]
nac-row-label: 5. Last Date/Time of received of bids in portal: [12, 2182, 264, 2196]
bda-body: ଏତଦ୍ୱାରା ସର୍ବସାଧାରଣଙ୍କ ଅବଗତି ନିମନ୍ତେ ଜଣାଇ ଦିଆଯାଉଅଛି କି, ଚନ୍ଦ୍ରଶେଖରପୁର ପ୍ଲଟ ଆବଣ୍ଟନ ପାଇଁ ଆବେଦନ କରିଥିବା ବ୍ୟକ୍ତିଙ୍କ ନାମରେ ପ୍ଲଟଟି ଆବଣ୍ଟିତ ହୋଇଥିଲା । ଏହି ପ୍ଲଟ ହସ୍ତାନ୍ତର ପାଇଁ ଆବେଦନ କରାଯାଇଛି । ଯଦି କୌଣସି ବ୍ୟକ୍ତିଙ୍କର ଆପତ୍ତି ଥାଏ, ତାହେଲେ ଏହି ବିଜ୍ଞାପନ ପ୍ରକାଶର ୧୫ ଦିନ ମଧ୍ୟରେ ଲିଖିତ ଭାବେ ଆବଣ୍ଟନ ଅଧିକାରୀଙ୍କୁ ଜଣାଇବାକୁ ଅନୁରୋଧ କରାଯାଉଛି । ଅନ୍ୟଥା ସମସ୍ତ ଆବଶ୍ୟକ କାର୍ଯ୍ୟାନୁଷ୍ଠାନ ଗ୍ରହଣ କରାଯିବ ।: [767, 1639, 1119, 1726]
silva-body: [952, 747, 1498, 1173]
nac-row: [12, 2122, 532, 2137]
nac-number: No. 38 /NAC Date. 21.01.2014: [162, 2070, 382, 2087]
bda-sign-no: 1: [1112, 1785, 1119, 1799]
nac-row: [12, 2227, 532, 2242]
silva-column: [952, 133, 1498, 1173]
silva-text: ଢାକା,୨୮।୧-ଏଠାରେ ଚାଲିଥିବା ବାଂଲାଦେଶ ବିପକ୍ଷ ପ୍ରଥମ କ୍ରିକେଟ ଟେଷ୍ଟରେ ଓପନର କୌଶଲ ସିଲ୍‌ଭା(୧୩୯ରନ) ତାଙ୍କର ପ୍ରଥମ ଟେଷ୍ଟ ଶତକ ହାସଲ କରିଥିବା ବେଳେ ଶ୍ରୀଲଙ୍କା ପ୍ରଥମ ଇନିଂସରେ ବୃହତ୍ ଅଗ୍ରଣୀ ଆଡକୁ ଅଗ୍ରସର ହେଉଛି । ଦଳ ମଙ୍ଗଳବାର ଦ୍ୱିତୀୟ ଦିବସ ଖେଳ ଶେଷ ସୁଦ୍ଧା ୪ ଉଇକେଟରେ ୩୭୫ ରନ କରିଛି । ହେଲେ ଉଇକେଟର ପତନ ଘଟ ନ ଥିଲା । ସିଲ୍‌ଭା ଓ କୁମାର ସଙ୍ଗକାରା(୭୫) ଏହି ସମୟରେ ୧୫୫ରନ ଯୋଗ କରିଥିଲେ । ପ୍ରଥମ ଦୁଇଟି ସେସନରେ ଅସଫଳ ରହିଥିବା ବାଂଲାଦେଶ ପେସ୍ ବୋଲର ଅଲ୍ ଅମିନ ଶେଷରେ ଫାଇନାଲ ସେସନରେ ଉଇକେଟ ନେବାରେ ସଫଳ ହୋଇଥିଲେ । ମଙ୍ଗଳବାର ଖେଳର ଅନ୍ତିମ ଓଭରର ପୂର୍ବ ଓଭରରେ ଚଣ୍ଡିମଲ ଶକିବଙ୍କ ତୃତୀୟ ଶିକାର ବନିଥିଲେ । ବାଂଲାଦେଶ ଓ ଶ୍ରୀଲଙ୍କା ମଧ୍ୟରେ ୨ମ୍ୟାଚ ବିଶିଷ୍ଟ ଟେଷ୍ଟ ସିରିଜ ଖେଳାଯାଉଛି ।: [952, 750, 1498, 996]
bda-notice: bd ଭୁବନେଶ୍ୱର ଉନ୍ନୟନ କର୍ତ୍ତୃପକ୍ଷ ଆକାଶଶୋଭା ପଣ୍ଡିତ ଜବାହରଲାଲ ନେହେରୁ ମାର୍ଗ, ଭୁବନେଶ୍ୱର-751001 ପତ୍ରସଂଖ୍ୟା-3332/ଭୁ.ଉ.କ., ଭୁବନେଶ୍ୱର ତା28.01.14ରିଖ SRC-530/88 ସୂଚନା ଏତଦ୍ୱାରା ସର୍ବସାଧାରଣଙ୍କ ଅବଗତି ନିମନ୍ତେ ଜଣାଇ ଦିଆଯାଉଅଛି କି, ଚନ୍ଦ୍ରଶେଖରପୁର ପ୍ଲଟ ଆବଣ୍ଟନ ପାଇଁ ଆବେଦନ କରିଥିବା ବ୍ୟକ୍ତିଙ୍କ ନାମରେ ପ୍ଲଟଟି ଆବଣ୍ଟିତ ହୋଇଥିଲା । ଏହି ପ୍ଲଟ ହସ୍ତାନ୍ତର ପାଇଁ ଆବେଦନ କରାଯାଇଛି । ଯଦି କୌଣସି ବ୍ୟକ୍ତିଙ୍କର ଆପତ୍ତି ଥାଏ, ତାହେଲେ ଏହି ବିଜ୍ଞାପନ ପ୍ରକାଶର ୧୫ ଦିନ ମଧ୍ୟରେ ଲିଖିତ ଭାବେ ଆବଣ୍ଟନ ଅଧିକାରୀଙ୍କୁ ଜଣାଇବାକୁ ଅନୁରୋଧ କରାଯାଉଛି । ଅନ୍ୟଥା ସମସ୍ତ ଆବଶ୍ୟକ କାର୍ଯ୍ୟାନୁଷ୍ଠାନ ଗ୍ରହଣ କରାଯିବ । ସ୍ୱା./- ଆବଣ୍ଟନ ଅଧିକାରୀ-1: [757, 1503, 1129, 1808]
registration-mark: [950, 2324, 1025, 2334]
bda-date: ତା28.01.14ରିଖ: [1413, 1255, 1488, 1269]
play-icon: [960, 40, 990, 70]
nac-signature: Sd./- Executive Officer, NAC, Redhakhol: [285, 2257, 532, 2272]
nac-row-label: 3. Period of Completion: [12, 2137, 143, 2151]
bda-address: ପଣ୍ଡିତ ଜବାହରଲାଲ ନେହେରୁ ମାର୍ଗ, ଭୁବନେଶ୍ୱର-751001: [1180, 1239, 1450, 1253]
nac-bid-id: BID Identification No. RDL NAC- 5/2013-14: [122, 2089, 422, 2106]
story2-body: ଜଗତସିଂହପୁର,୨୮।୧(ଡି.ଏନ.ଏ)- କନ୍ଧମାଳ ଜିଲା ଟିକାବାଲି ବସ୍ତ୍ରାଷ୍ଟରେ ଚାଲିଥିବା ମା ବ୍ୟାଘ୍ରଦେବୀ ଭଲିବଲ ଟୁର୍ନାମେଣ୍ଟର ସୋମବାର ଉଦ୍‌ଯାପନୀ ହୋଇଯାଇଛି । ଏହାର ଫାଇନାଲ ମ୍ୟାଚ୍ ବ୍ରହ୍ମପୁର ବନାମ ରାଇକିଆ ମଧ୍ୟରେ ହୋଇଥିଲା । କ୍ରୀଡ଼ାମନ୍ତ୍ରୀ ରମେଶଚନ୍ଦ୍ର ମାଝି ମୁଖ୍ୟଅତିଥି, ବିରମହାରାଜପୁର ବିଧାୟକ ପଦ୍ମନାଭ ବେହେରା ମୁଖ୍ୟବକ୍ତା, ଜିଲା ବିଜେଡି ସଭାପତି ସରୋଜ କର୍ଣ୍ଣ, ଜିଲାପରିଷଦ ସଭ୍ୟା ମାନିନୀ ବିଶୋୟୀ ସମ୍ମାନିତ ଅତିଥି ଭାବେ ଯୋଗ ଦେଇଥିଲେ । ଚାମ୍ପିୟନ ଦଳକୁ ୨୩ ହଜାର ଟଙ୍କା ସହ ସିଲ୍ଡ ପ୍ରଦାନ କରାଯାଇଥିଲା ।: [3, 905, 190, 1235]
bda-sign-no: 1: [1112, 2290, 1119, 2304]
nac-notice: [2, 1980, 542, 2295]
registration-mark: [5, 2324, 80, 2334]
jayachandi-kicker: ଜୟଚଣ୍ଡୀ କ୍ରିକେଟ ଟୁର୍ନାମେଣ୍ଟ: [782, 790, 915, 836]
memorial-person: [190, 1631, 360, 1852]
memorial-person: [366, 1631, 536, 1852]
bda-date: ତା28.01.14ରିଖ: [1044, 1574, 1119, 1588]
nac-row-value: : 17.00 hours of dtd 07.02.2014.: [313, 2182, 491, 2196]
silva-caption: ଶତକ ହାସଲ କରିବା ପରେ କୌଶଲ ସିଲ୍‌ଭା ।: [1115, 720, 1335, 735]
notice-number: No. 243: [1142, 1968, 1186, 1982]
person-text: ତିରୋଧାନ: ୧୯।୦୧।୨୦୧୪ ନଗସପୁର, ନିଶ୍ଚିନ୍ତକୋଇଲି ତୁମ ଅମରାତ୍ମାର ସଦ୍‌ଗତି ନିମନ୍ତେ ଶ୍ରୀଜଗନ୍ନାଥଙ୍କ ନିକଟରେ ଶ୍ରଦ୍ଧାଞ୍ଜଳି ଅର୍ପଣ କରୁଛୁ । ଶୋକସନ୍ତପ୍ତ: ପୁତ୍ର- ରବୀନ୍ଦ୍ର, ସୁରେନ୍ଦ୍ର, ପୁତ୍ରବଧୂ, ଝିଅ, ଜ୍ୱାଇଁ, ନାତିନାତୁଣୀ ଓ ପରିବାରବର୍ଗ ।: [8, 1773, 184, 1882]
silva-headline: କୌଶଲ ସିଲ୍‌ଭାଙ୍କ ପ୍ରଥମ ଟେଷ୍ଟ ଶତକ: [986, 144, 1464, 249]
bda-notice: bd ଭୁବନେଶ୍ୱର ଉନ୍ନୟନ କର୍ତ୍ତୃପକ୍ଷ ଆକାଶଶୋଭା ପଣ୍ଡିତ ଜବାହରଲାଲ ନେହେରୁ ମାର୍ଗ, ଭୁବନେଶ୍ୱର-751001 ପତ୍ରସଂଖ୍ୟା-3329/ଭୁ.ଉ.କ., ଭୁବନେଶ୍ୱର ତା28.01.14ରିଖ SRD-3/88 ସୂଚନା ଏତଦ୍ୱାରା ସର୍ବସାଧାରଣଙ୍କ ଅବଗତି ନିମନ୍ତେ ଜଣାଇ ଦିଆଯାଉଅଛି କି, ଚନ୍ଦ୍ରଶେଖରପୁର ପ୍ଲଟ ଆବଣ୍ଟନ ପାଇଁ ଆବେଦନ କରିଥିବା ବ୍ୟକ୍ତିଙ୍କ ନାମରେ ପ୍ଲଟଟି ଆବଣ୍ଟିତ ହୋଇଥିଲା । ଏହି ପ୍ଲଟ ହସ୍ତାନ୍ତର ପାଇଁ ଆବେଦନ କରାଯାଇଛି । ଯଦି କୌଣସି ବ୍ୟକ୍ତିଙ୍କର ଆପତ୍ତି ଥାଏ, ତାହେଲେ ଏହି ବିଜ୍ଞାପନ ପ୍ରକାଶର ୧୫ ଦିନ ମଧ୍ୟରେ ଲିଖିତ ଭାବେ ଆବଣ୍ଟନ ଅଧିକାରୀଙ୍କୁ ଜଣାଇବାକୁ ଅନୁରୋଧ କରାଯାଉଛି । ଅନ୍ୟଥା ସମସ୍ତ ଆବଶ୍ୟକ କାର୍ଯ୍ୟାନୁଷ୍ଠାନ ଗ୍ରହଣ କରାଯିବ । ସ୍ୱା./- ଆବଣ୍ଟନ ଅଧିକାରୀ-2: [1132, 1182, 1498, 1467]
bda-body: ଏତଦ୍ୱାରା ସର୍ବସାଧାରଣଙ୍କ ଅବଗତି ନିମନ୍ତେ ଜଣାଇ ଦିଆଯାଉଅଛି କି, ଚନ୍ଦ୍ରଶେଖରପୁର ପ୍ଲଟ ଆବଣ୍ଟନ ପାଇଁ ଆବେଦନ କରିଥିବା ବ୍ୟକ୍ତିଙ୍କ ନାମରେ ପ୍ଲଟଟି ଆବଣ୍ଟିତ ହୋଇଥିଲା । ଏହି ପ୍ଲଟ ହସ୍ତାନ୍ତର ପାଇଁ ଆବେଦନ କରାଯାଇଛି । ଯଦି କୌଣସି ବ୍ୟକ୍ତିଙ୍କର ଆପତ୍ତି ଥାଏ, ତାହେଲେ ଏହି ବିଜ୍ଞାପନ ପ୍ରକାଶର ୧୫ ଦିନ ମଧ୍ୟରେ ଲିଖିତ ଭାବେ ଆବଣ୍ଟନ ଅଧିକାରୀଙ୍କୁ ଜଣାଇବାକୁ ଅନୁରୋଧ କରାଯାଉଛି । ଅନ୍ୟଥା ସମସ୍ତ ଆବଶ୍ୟକ କାର୍ଯ୍ୟାନୁଷ୍ଠାନ ଗ୍ରହଣ କରାଯିବ ।: [1142, 1611, 1488, 1698]
registration-mark: [455, 2324, 530, 2334]
person-text: (୧୯୮୯ ଟି) ନୟାଗଡ଼, ଭୁବନେଶ୍ୱର ତିରୋଧାନ: ୧୯।୦୧।୧୯୯୬ ଆଜି ଆପଣଙ୍କ ୧୮ତମ ଶ୍ରାଦ୍ଧ ବାର୍ଷିକୀରେ ଆମ୍ଭମାନଙ୍କର ଅଶ୍ରୁଳ ଶ୍ରଦ୍ଧାଞ୍ଜଳି । ବନ୍ଧୁ ଓ ପରିବାରବର୍ଗ ।: [190, 1755, 359, 1832]
bda-signature: ସ୍ୱା./- ଆବଣ୍ଟନ ଅଧିକାରୀ: [984, 1474, 1109, 1488]
bda-logo-icon: bd: [767, 1190, 797, 1220]
